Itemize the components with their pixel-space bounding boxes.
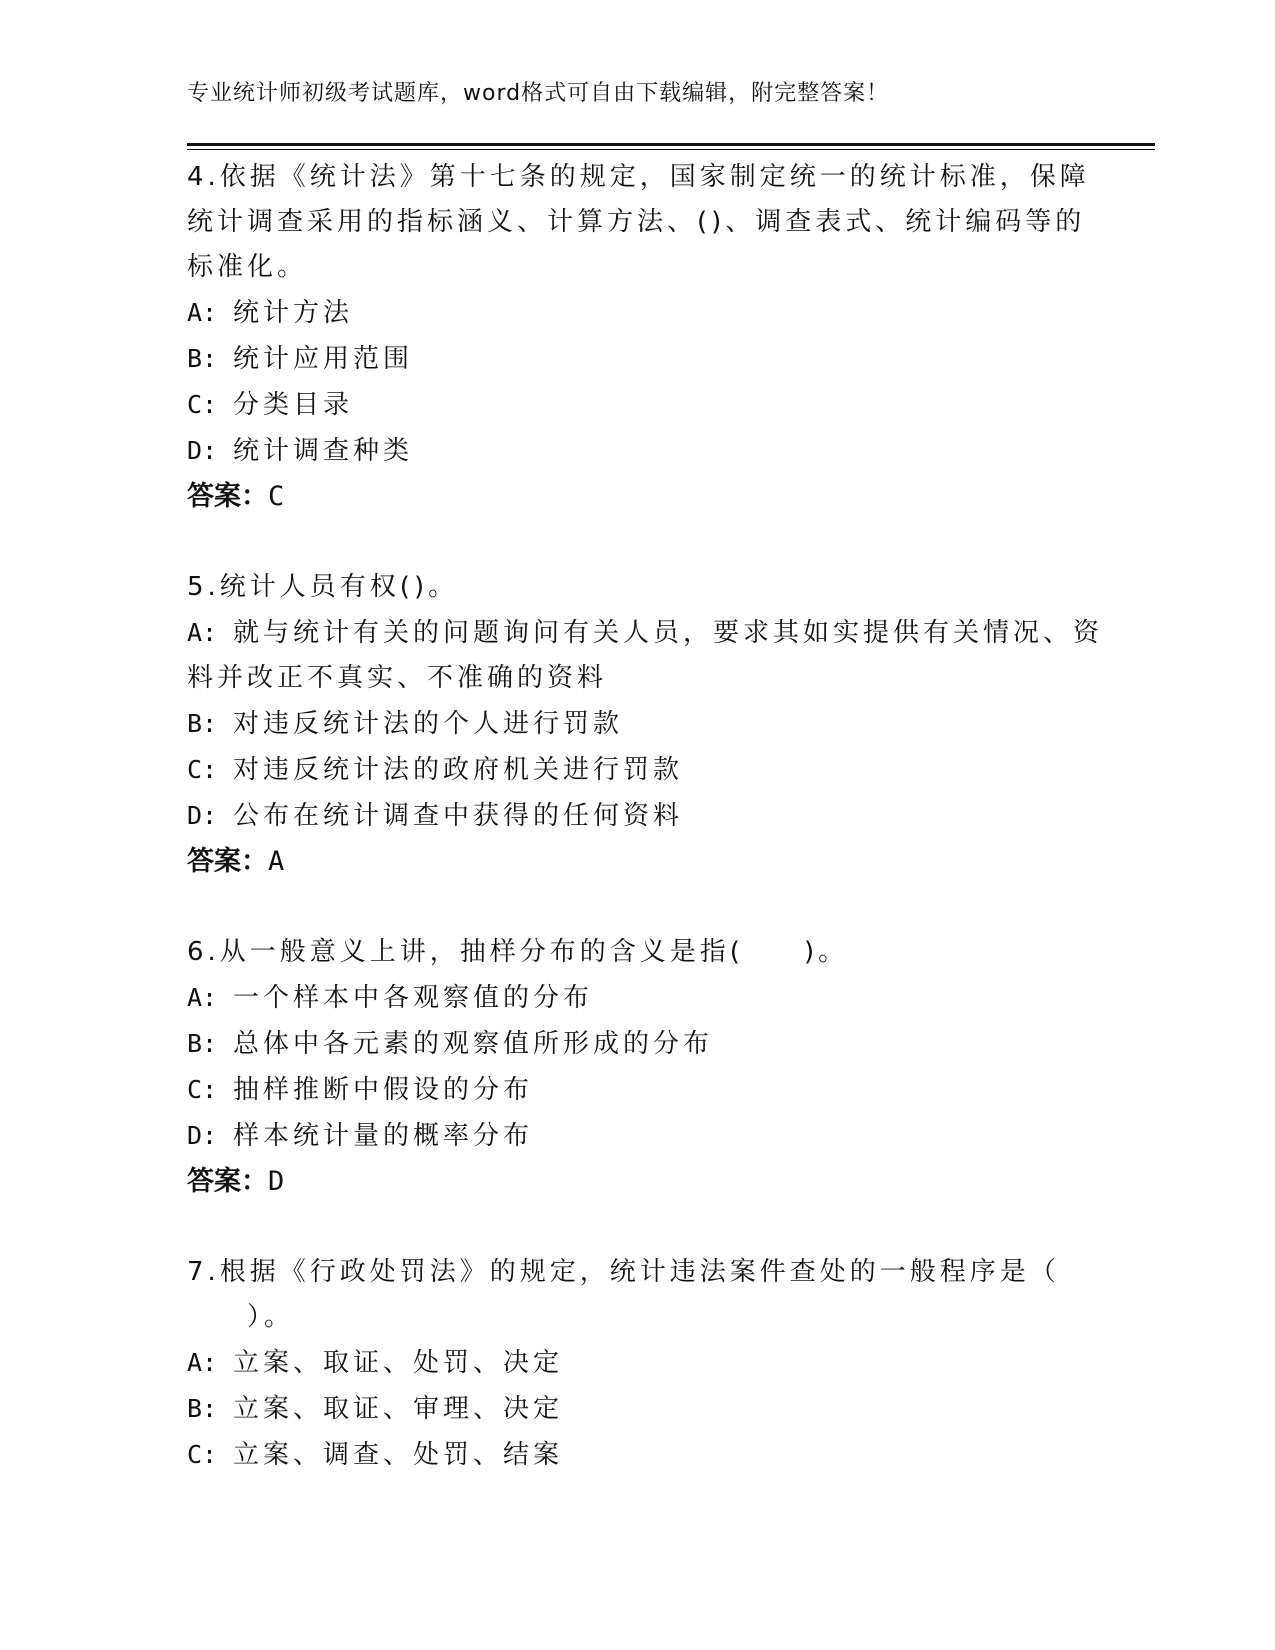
option-d [187,793,1087,839]
option-text: 分类目录 [233,390,354,420]
option-a [187,1340,1087,1386]
option-label: A: [187,618,218,647]
option-text: 立案、取证、处罚、决定 [233,1348,564,1378]
answer-value: C [268,481,285,512]
option-d [187,428,1087,474]
answer-line [187,839,1087,884]
question-stem-line: 5.统计人员有权()。 [187,572,459,602]
question-4 [187,155,1090,519]
option-text: 统计方法 [233,298,354,328]
option-b [187,1021,1087,1067]
questions-list [187,155,1104,1524]
option-label: A: [187,298,218,327]
question-stem-line: 7.根据《行政处罚法》的规定，统计违法案件查处的一般程序是（ [187,1257,1060,1287]
option-label: C: [187,755,218,784]
option-a [187,975,1087,1021]
question-7 [187,1250,1087,1478]
answer-value: A [268,846,285,877]
header-rule-thick [187,143,1155,146]
option-text: 对违反统计法的政府机关进行罚款 [233,755,684,785]
option-b [187,701,1087,747]
option-text: 公布在统计调查中获得的任何资料 [233,801,684,831]
option-text: 统计调查种类 [233,436,414,466]
option-label: D: [187,1121,218,1150]
option-c [187,1067,1087,1113]
answer-value: D [268,1166,285,1197]
option-b [187,336,1087,382]
option-label: B: [187,1029,218,1058]
option-c [187,747,1087,793]
option-text: 统计应用范围 [233,344,414,374]
option-label: C: [187,1075,218,1104]
option-text: 一个样本中各观察值的分布 [233,983,594,1013]
option-label: D: [187,801,218,830]
answer-line [187,1159,1087,1204]
header-rule-thin [187,149,1155,150]
option-label: B: [187,1394,218,1423]
question-stem-line: 统计调查采用的指标涵义、计算方法、()、调查表式、统计编码等的 [187,207,1086,237]
question-stem-line: 4.依据《统计法》第十七条的规定，国家制定统一的统计标准，保障 [187,162,1090,192]
option-d [187,1113,1087,1159]
option-label: B: [187,709,218,738]
page-header: 专业统计师初级考试题库，word格式可自由下载编辑，附完整答案！ [187,81,890,106]
answer-label: 答案： [187,846,268,877]
answer-line [187,474,1087,519]
option-label: A: [187,983,218,1012]
option-b [187,1386,1087,1432]
option-label: C: [187,390,218,419]
option-text: 就与统计有关的问题询问有关人员，要求其如实提供有关情况、资 [233,618,1104,648]
option-label: B: [187,344,218,373]
option-text: 抽样推断中假设的分布 [233,1075,534,1105]
question-stem-line: ）。 [187,1302,295,1332]
option-text: 立案、调查、处罚、结案 [233,1440,564,1470]
option-a [187,610,1104,656]
question-stem-line: 标准化。 [187,252,308,282]
option-c [187,382,1087,428]
option-text: 对违反统计法的个人进行罚款 [233,709,624,739]
option-text: 立案、取证、审理、决定 [233,1394,564,1424]
option-c [187,1432,1087,1478]
option-label: A: [187,1348,218,1377]
answer-label: 答案： [187,481,268,512]
question-stem-line: 6.从一般意义上讲，抽样分布的含义是指( )。 [187,937,849,967]
option-text: 样本统计量的概率分布 [233,1121,534,1151]
question-6 [187,930,1087,1204]
option-text: 总体中各元素的观察值所形成的分布 [233,1029,714,1059]
question-5 [187,565,1104,884]
answer-label: 答案： [187,1166,268,1197]
option-label: C: [187,1440,218,1469]
option-a-continuation: 料并改正不真实、不准确的资料 [187,663,608,693]
option-label: D: [187,436,218,465]
option-a [187,290,1087,336]
